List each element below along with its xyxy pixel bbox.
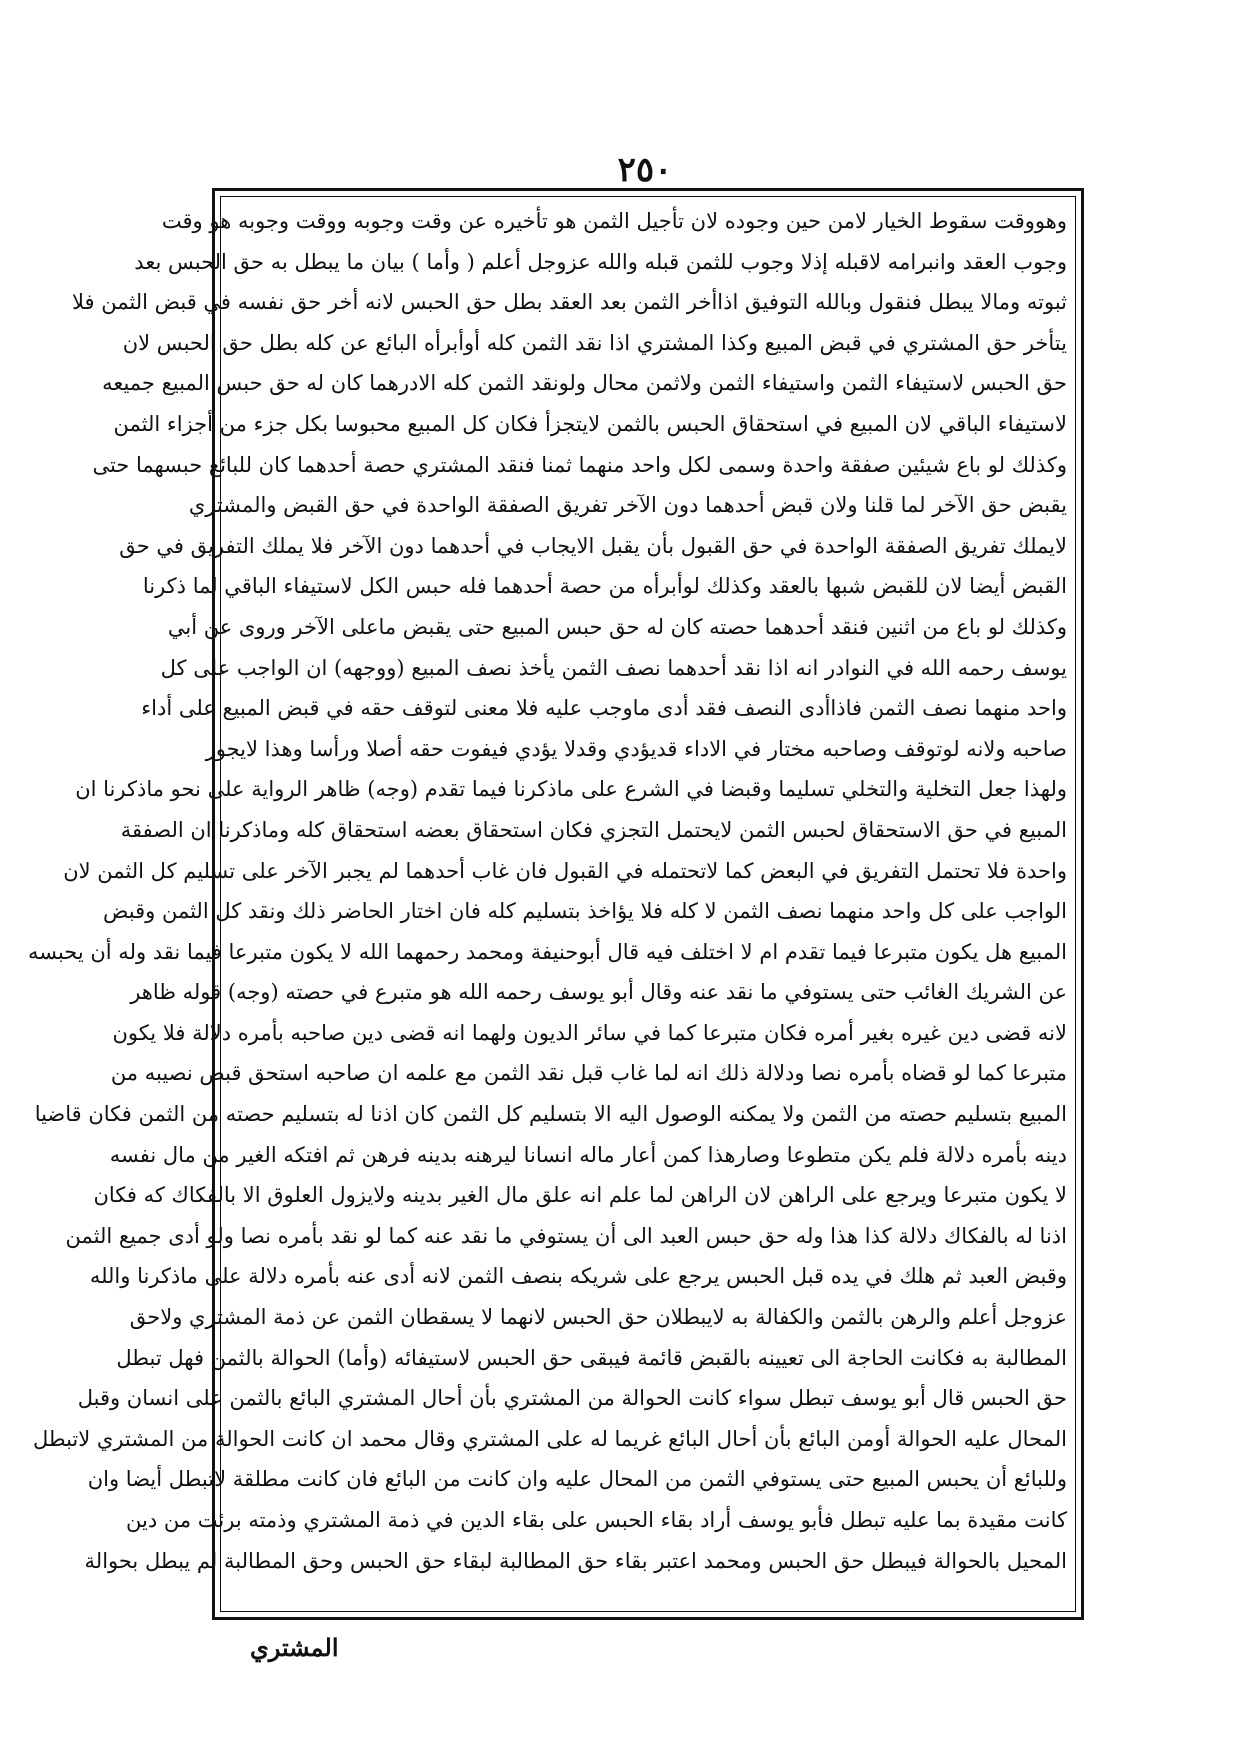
text-line: القبض أيضا لان للقبض شبها بالعقد وكذلك لوأبرأه من حصة أحدهما فله حبس الكل لاستيفاء الباقي لما ذكرنا	[142, 574, 1067, 599]
text-line: ولهذا جعل التخلية والتخلي تسليما وقبضا في الشرع على ماذكرنا فيما تقدم (وجه) ظاهر الرواية على نحو ماذكرنا ان	[75, 777, 1067, 802]
text-line: المبيع في حق الاستحقاق لحبس الثمن لايحتمل التجزي فكان استحقاق بعضه استحقاق كله وماذكرنا ان الصفقة	[120, 817, 1067, 842]
text-block	[27, 196, 1076, 1612]
text-line: ثبوته ومالا يبطل فنقول وبالله التوفيق اذاأخر الثمن بعد العقد بطل حق الحبس لانه أخر حق نفسه في قبض الثمن فلا	[72, 290, 1067, 315]
text-line: حق الحبس لاستيفاء الثمن واستيفاء الثمن ولاثمن محال ولونقد الثمن كله الادرهما كان له حق حبس المبيع جميعه	[102, 371, 1067, 396]
text-line: المبيع هل يكون متبرعا فيما تقدم ام لا اختلف فيه قال أبوحنيفة ومحمد رحمهما الله لا يكون متبرعا فيما نقد وله أن يحبسه	[27, 939, 1067, 964]
text-line: يوسف رحمه الله في النوادر انه اذا نقد أحدهما نصف الثمن يأخذ نصف المبيع (ووجهه) ان الواجب على كل	[160, 655, 1067, 680]
catchword: المشتري	[250, 1633, 339, 1662]
text-line: متبرعا كما لو قضاه بأمره نصا ودلالة ذلك انه لما غاب قبل نقد الثمن مع علمه ان صاحبه استحق قبض نصيبه من	[110, 1061, 1067, 1086]
text-line: المطالبة به فكانت الحاجة الى تعيينه بالقبض قائمة فيبقى حق الحبس لاستيفائه (وأما) الحوالة بالثمن فهل تبطل	[116, 1345, 1067, 1370]
text-line: المبيع بتسليم حصته من الثمن ولا يمكنه الوصول اليه الا بتسليم كل الثمن كان اذنا له بتسليم حصته من الثمن فكان قاضيا	[34, 1102, 1067, 1127]
text-line: واحدة فلا تحتمل التفريق في البعض كما لاتحتمله في القبول فان غاب أحدهما لم يجبر الآخر على تسليم كل الثمن لان	[63, 858, 1067, 883]
text-line: وللبائع أن يحبس المبيع حتى يستوفي الثمن من المحال عليه وان كانت من البائع فان كانت مطلقة لاتبطل أيضا وان	[87, 1467, 1067, 1492]
text-line: الواجب على كل واحد منهما نصف الثمن لا كله فلا يؤاخذ بتسليم كله فان اختار الحاضر ذلك ونقد كل الثمن وقبض	[103, 899, 1067, 924]
text-line: كانت مقيدة بما عليه تبطل فأبو يوسف أراد بقاء الحبس على بقاء الدين في ذمة المشتري وذمته برئت من دين	[126, 1508, 1067, 1532]
text-line: لا يكون متبرعا ويرجع على الراهن لان الراهن لما علم انه علق مال الغير بدينه ولايزول العلوق الا بالفكاك كه فكان	[93, 1183, 1067, 1208]
text-line: وهووقت سقوط الخيار لامن حين وجوده لان تأجيل الثمن هو تأخيره عن وقت وجوبه ووقت وجوبه هو وقت	[161, 209, 1067, 233]
text-line: وكذلك لو باع من اثنين فنقد أحدهما حصته كان له حق حبس المبيع حتى يقبض ماعلى الآخر وروى عن أبي	[167, 614, 1067, 639]
text-line: لاستيفاء الباقي لان المبيع في استحقاق الحبس بالثمن لايتجزأ فكان كل المبيع محبوسا بكل جزء من أجزاء الثمن	[113, 411, 1067, 436]
text-line: دينه بأمره دلالة فلم يكن متطوعا وصارهذا كمن أعار ماله انسانا ليرهنه بدينه فرهن ثم افتكه الغير من مال نفسه	[109, 1142, 1067, 1167]
text-line: لايملك تفريق الصفقة الواحدة في حق القبول بأن يقبل الايجاب في أحدهما دون الآخر فلا يملك التفريق في حق	[119, 533, 1067, 558]
text-line: المحيل بالحوالة فيبطل حق الحبس ومحمد اعتبر بقاء حق المطالبة لبقاء حق الحبس وحق المطالبة لم يبطل بحوالة	[84, 1548, 1067, 1573]
text-line: وجوب العقد وانبرامه لاقبله إذلا وجوب للثمن قبله والله عزوجل أعلم ( وأما ) بيان ما يبطل به حق الحبس بعد	[134, 249, 1067, 274]
text-line: حق الحبس قال أبو يوسف تبطل سواء كانت الحوالة من المشتري بأن أحال المشتري البائع بالثمن على انسان وقبل	[77, 1386, 1067, 1411]
text-line: يقبض حق الآخر لما قلنا ولان قبض أحدهما دون الآخر تفريق الصفقة الواحدة في حق القبض والمشتري	[188, 493, 1067, 518]
text-line: وقبض العبد ثم هلك في يده قبل الحبس يرجع على شريكه بنصف الثمن لانه أدى عنه بأمره دلالة على ماذكرنا والله	[89, 1264, 1067, 1289]
text-line: المحال عليه الحوالة أومن البائع بأن أحال البائع غريما له على المشتري وقال محمد ان كانت الحوالة من المشتري لاتبطل	[32, 1426, 1067, 1451]
text-line: صاحبه ولانه لوتوقف وصاحبه مختار في الاداء قديؤدي وقدلا يؤدي فيفوت حقه أصلا ورأسا وهذا لايجوز	[205, 736, 1067, 761]
text-line: وكذلك لو باع شيئين صفقة واحدة وسمى لكل واحد منهما ثمنا فنقد المشتري حصة أحدهما كان للبائع حبسهما حتى	[92, 452, 1067, 477]
text-line: يتأخر حق المشتري في قبض المبيع وكذا المشتري اذا نقد الثمن كله أوأبرأه البائع عن كله بطل حق الحبس لان	[122, 330, 1067, 355]
page-number: ٢٥٠	[617, 150, 673, 190]
text-line: واحد منهما نصف الثمن فاذاأدى النصف فقد أدى ماوجب عليه فلا معنى لتوقف حقه في قبض المبيع على أداء	[141, 696, 1067, 721]
text-line: عزوجل أعلم والرهن بالثمن والكفالة به لايبطلان حق الحبس لانهما لا يسقطان الثمن عن ذمة المشتري ولاحق	[129, 1305, 1067, 1330]
text-line: لانه قضى دين غيره بغير أمره فكان متبرعا كما في سائر الديون ولهما انه قضى دين صاحبه بأمره دلالة فلا يكون	[112, 1020, 1067, 1045]
text-line: اذنا له بالفكاك دلالة كذا هذا وله حق حبس العبد الى أن يستوفي ما نقد عنه كما لو نقد بأمره نصا ولو أدى جميع الثمن	[65, 1223, 1067, 1248]
text-line: عن الشريك الغائب حتى يستوفي ما نقد عنه وقال أبو يوسف رحمه الله هو متبرع في حصته (وجه) قوله ظاهر	[130, 980, 1067, 1005]
